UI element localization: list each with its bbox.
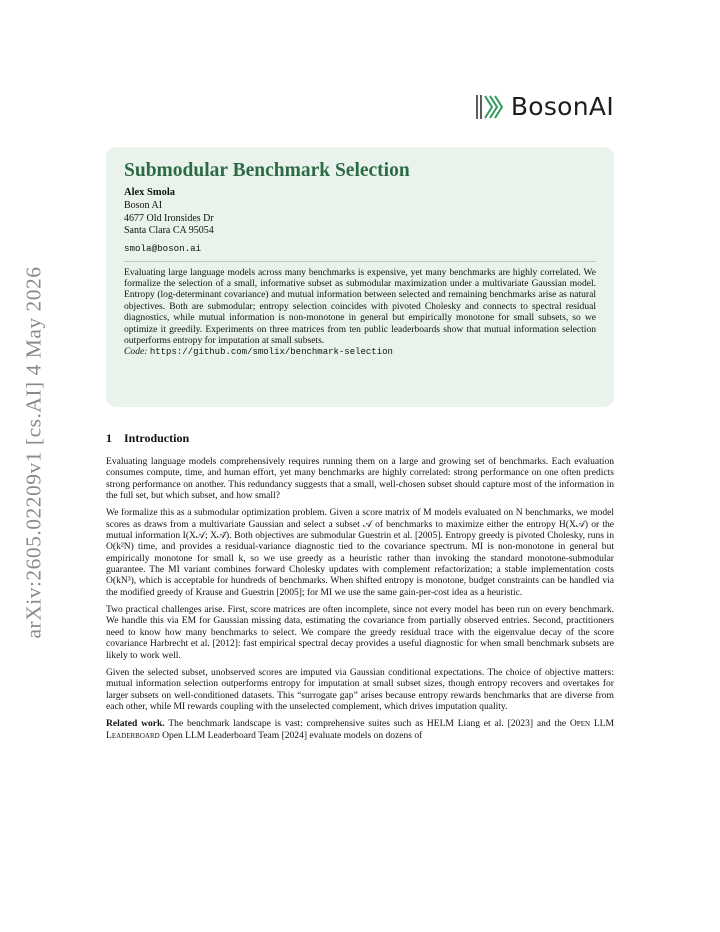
leaderboard-name: Open LLM Leaderboard: [106, 718, 614, 741]
title-abstract-box: [106, 147, 614, 407]
paragraph-text: Open LLM Leaderboard Team [2024] evaluate models on dozens of: [162, 729, 423, 741]
code-label: Code:: [124, 346, 148, 358]
code-line: [124, 346, 596, 358]
paragraph: Two practical challenges arise. First, score matrices are often incomplete, since not every model has been run on every benchmark. We handle this via EM for Gaussian missing data, estimating the covariance from partially observed entries. Second, practitioners need to know how many benchmarks to select. We compare the greedy residual trace with the eigenvalue decay of the score covariance Harbrecht et al. [2012]: fast empirical spectral decay provides a useful diagnostic for when small benchmark subsets are likely to work well.: [106, 604, 614, 661]
abstract-text: Evaluating large language models across many benchmarks is expensive, yet many benchmarks are highly correlated. We formalize the selection of a small, informative subset as submodular maximization under a multivariate Gaussian model. Entropy (log-determinant covariance) and mutual information between selected and remaining benchmarks arise as natural objectives. Both are submodular; entropy selection coincides with pivoted Cholesky and connects to spectral residual diagnostics, while mutual information is non-monotone in general but empirically monotone for small subsets, so we optimize it greedily. Experiments on three matrices from ten public leaderboards show that mutual information selection outperforms entropy for imputation at small subsets.: [124, 266, 596, 346]
bosonai-logo: [475, 92, 614, 121]
affiliation-line: 4677 Old Ironsides Dr: [124, 212, 214, 224]
paragraph: Evaluating language models comprehensively requires running them on a large and growing set of benchmarks. Each evaluation consumes compute, time, and human effort, yet many benchmarks are highly correlated: strong performance on one often predicts strong performance on another. This redundancy suggests that a small, well-chosen subset should capture most of the information in the full set, but which subset, and how small?: [106, 456, 614, 502]
code-link[interactable]: https://github.com/smolix/benchmark-selection: [149, 347, 393, 358]
bosonai-chevron-logo-icon: [475, 93, 505, 121]
section-heading: [106, 430, 614, 446]
paper-title: Submodular Benchmark Selection: [124, 160, 410, 181]
arxiv-identifier: arXiv:2605.02209v1 [cs.AI] 4 May 2026: [21, 265, 46, 639]
run-in-heading: Related work.: [106, 718, 165, 730]
paragraph: We formalize this as a submodular optimization problem. Given a score matrix of M models evaluated on N benchmarks, we model scores as draws from a multivariate Gaussian and select a subset 𝒜 of benchmarks to maximize either the entropy H(X𝒜) or the mutual information I(X𝒜; X𝒜̄). Both objectives are submodular Guestrin et al. [2005]. Entropy greedy is pivoted Cholesky, runs in O(k²N) time, and provides a residual-variance diagnostic tied to the covariance spectrum. MI is non-monotone in general but empirically monotone for small k, so we use greedy as a heuristic rather than invoking the standard monotone-submodular guarantee. The MI variant combines forward Cholesky updates with complement refactorization; a stable implementation costs O(kN³), which is acceptable for hundreds of benchmarks. When shifted entropy is monotone, budget constraints can be handled via the modified greedy of Krause and Guestrin [2005]; for MI we use the same gain-per-cost idea as a heuristic.: [106, 507, 614, 598]
paper-body: [106, 430, 614, 747]
paragraph: Given the selected subset, unobserved scores are imputed via Gaussian conditional expectations. The choice of objective matters: mutual information selection outperforms entropy for imputation at small subset sizes, though entropy recovers and overtakes for larger subsets on well-conditioned datasets. This “surrogate gap” arises because entropy rewards benchmarks that are diverse from each other, while MI rewards coupling with the unselected complement, which drives imputation quality.: [106, 666, 614, 712]
arxiv-stamp: [14, 262, 54, 642]
paragraph-text: The benchmark landscape is vast: comprehensive suites such as HELM Liang et al. [2023] and the: [168, 718, 567, 730]
bosonai-wordmark: BosonAI: [510, 92, 614, 121]
affiliation-line: Boson AI: [124, 200, 163, 211]
author-name: Alex Smola: [124, 187, 176, 198]
section-title: Introduction: [124, 431, 190, 445]
divider: [124, 261, 596, 262]
author-email: smola@boson.ai: [124, 242, 202, 254]
section-number: 1: [106, 431, 112, 445]
affiliation-line: Santa Clara CA 95054: [124, 225, 214, 236]
paragraph-related-work: [106, 718, 614, 741]
